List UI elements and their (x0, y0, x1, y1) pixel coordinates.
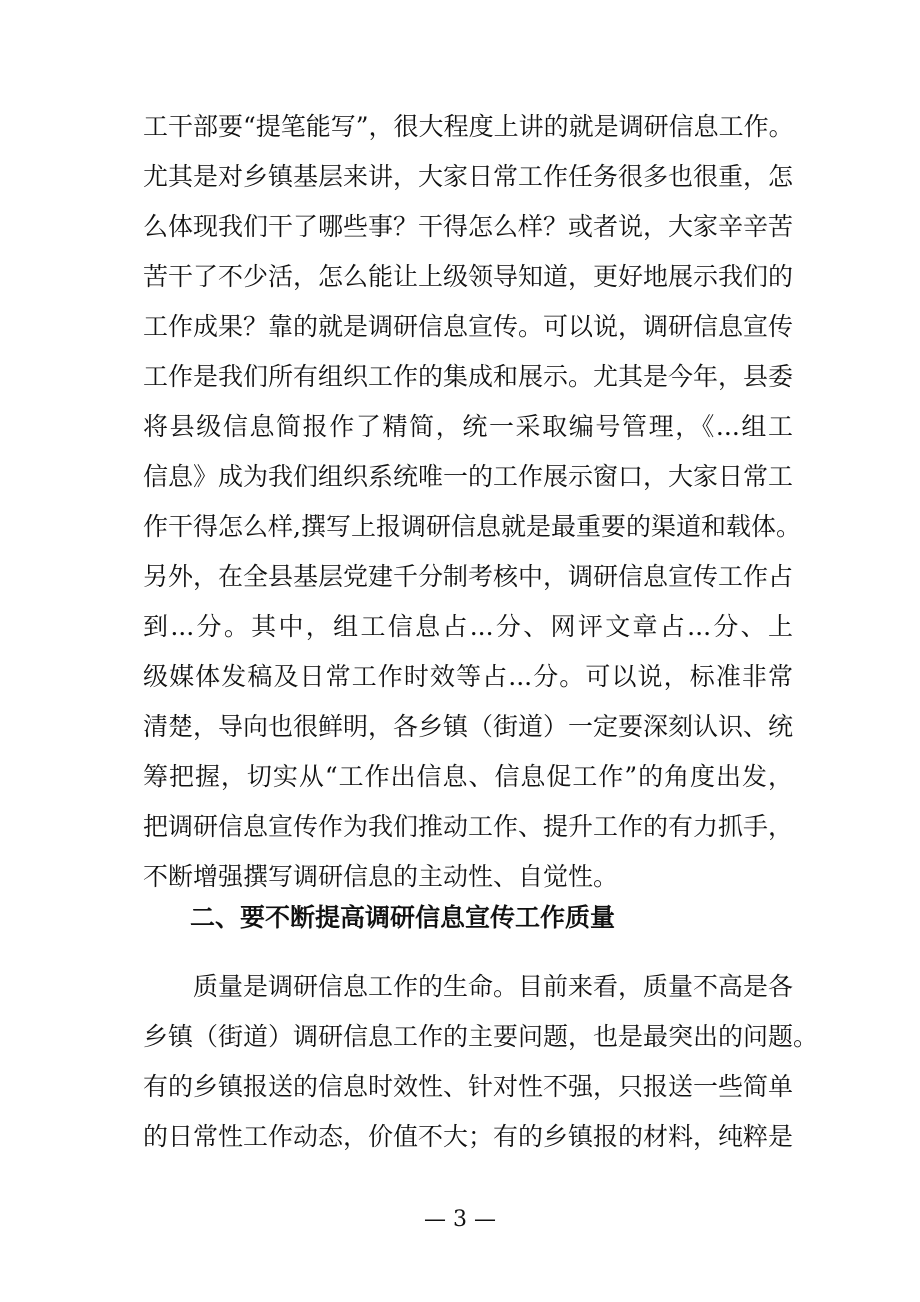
paragraph-line: 乡镇（街道）调研信息工作的主要问题，也是最突出的问题。 (143, 1022, 819, 1051)
paragraph-line: 的日常性工作动态，价值不大；有的乡镇报的材料，纯粹是 (143, 1122, 794, 1151)
paragraph-line: 到...分。其中，组工信息占...分、网评文章占...分、上 (143, 612, 793, 641)
page-number: — 3 — (424, 1207, 496, 1232)
paragraph-line: 质量是调研信息工作的生命。目前来看，质量不高是各 (193, 972, 794, 1001)
paragraph-line: 另外，在全县基层党建千分制考核中，调研信息宣传工作占 (143, 562, 794, 591)
paragraph-line: 将县级信息简报作了精简，统一采取编号管理，《...组工 (143, 412, 793, 441)
paragraph-line: 苦干了不少活，怎么能让上级领导知道，更好地展示我们的 (143, 262, 794, 291)
paragraph-line: 有的乡镇报送的信息时效性、针对性不强，只报送一些简单 (143, 1072, 794, 1101)
paragraph-line: 级媒体发稿及日常工作时效等占...分。可以说，标准非常 (143, 662, 793, 691)
paragraph-line: 工作成果？靠的就是调研信息宣传。可以说，调研信息宣传 (143, 312, 794, 341)
paragraph-line: 把调研信息宣传作为我们推动工作、提升工作的有力抓手， (143, 812, 794, 841)
paragraph-line: 不断增强撰写调研信息的主动性、自觉性。 (143, 862, 619, 891)
paragraph-line: 工作是我们所有组织工作的集成和展示。尤其是今年，县委 (143, 362, 794, 391)
paragraph-line: 么体现我们干了哪些事？干得怎么样？或者说，大家辛辛苦 (143, 212, 794, 241)
paragraph-line: 筹把握，切实从“工作出信息、信息促工作”的角度出发， (143, 762, 793, 791)
section-heading: 二、要不断提高调研信息宣传工作质量 (190, 903, 616, 932)
paragraph-line: 尤其是对乡镇基层来讲，大家日常工作任务很多也很重，怎 (143, 162, 794, 191)
paragraph-line: 清楚，导向也很鲜明，各乡镇（街道）一定要深刻认识、统 (143, 712, 794, 741)
paragraph-line: 工干部要“提笔能写”，很大程度上讲的就是调研信息工作。 (143, 112, 794, 141)
paragraph-line: 作干得怎么样,撰写上报调研信息就是最重要的渠道和载体。 (143, 512, 801, 541)
paragraph-line: 信息》成为我们组织系统唯一的工作展示窗口，大家日常工 (143, 462, 794, 491)
